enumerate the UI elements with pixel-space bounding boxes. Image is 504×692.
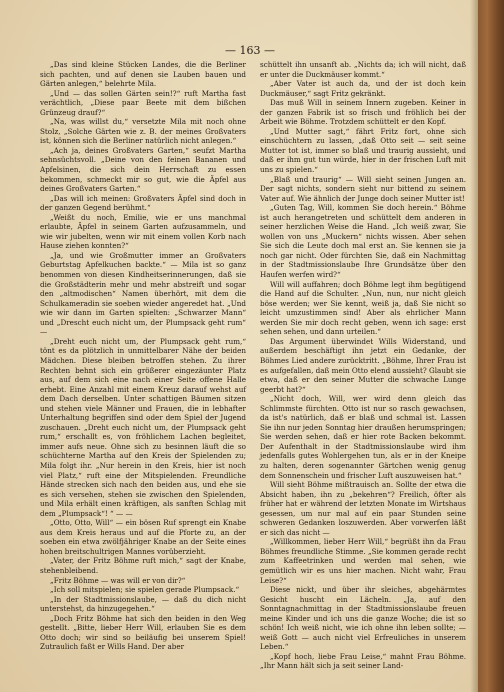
paragraph: „Und Mutter sagt,“ fährt Fritz fort, ohne sich einschüchtern zu lassen, „daß Otto seit — seit seine Mutter tot ist, immer so blaß und traurig aussieht, und daß er ihm gut tun würde, hier in der frischen Luft mit uns zu spielen.“ [260,126,466,175]
paragraph: „Guten Tag, Will, kommen Sie doch herein.“ Böhme ist auch herangetreten und schüttelt dem anderen in seiner herzlichen Weise die Hand. „Ich weiß zwar, Sie wollen von uns „Muckern“ nichts wissen. Aber sehen Sie sich die Leute doch mal erst an. Sie kennen sie ja noch gar nicht. Oder fürchten Sie, daß ein Nachmittag in der Stadtmissionslaube Ihre Grundsätze über den Haufen werfen wird?“ [260,203,466,280]
paragraph: schüttelt ihn unsanft ab. „Nichts da; ich will nicht, daß er unter die Duckmäuser kommt.“ [260,60,466,79]
paragraph: „Blaß und traurig“ — Will sieht seinen Jungen an. Der sagt nichts, sondern sieht nur bittend zu seinem Vater auf. Wie ähnlich der Junge doch seiner Mutter ist! [260,174,466,203]
paragraph: „Ja, und wie Großmutter immer an Großvaters Geburtstag Apfelkuchen backte.“ — Mila ist so ganz benommen von diesen Kindheitserinnerungen, daß sie die Großstädterin mehr und mehr abstreift und sogar den „altmodischen“ Namen überhört, mit dem die Schulkameradin sie soeben wieder angeredet hat. „Und wie wir dann im Garten spielten: „Schwarzer Mann“ und „Drescht euch nicht um, der Plumpsack geht rum“ — [40,250,246,337]
paragraph: Will sieht Böhme mißtrauisch an. Sollte der etwa die Absicht haben, ihn zu „bekehren“? Freilich, öfter als früher hat er während der letzten Monate im Wirtshaus gesessen, um nur mal auf ein paar Stunden seine schweren Gedanken loszuwerden. Aber vorwerfen läßt er sich das nicht — [260,480,466,537]
paragraph: „Weißt du noch, Emilie, wie er uns manchmal erlaubte, Äpfel in seinem Garten aufzusammeln, und wie wir jubelten, wenn wir mit einem vollen Korb nach Hause ziehen konnten?“ [40,212,246,251]
paragraph: „Otto, Otto, Will“ — ein bösen Ruf sprengt ein Knabe aus dem Kreis heraus und auf die Pforte zu, an der soeben ein etwa zwölfjähriger Knabe an der Seite eines hohen breitschultrigen Mannes vorüberzieht. [40,518,246,556]
paragraph: „In der Stadtmissionslaube, — daß du dich nicht unterstehst, da hinzugegehen.“ [40,594,246,614]
paragraph: „Willkommen, lieber Herr Will,“ begrüßt ihn da Frau Böhmes freundliche Stimme. „Sie kommen gerade recht zum Kaffeetrinken und werden mal sehen, wie gemütlich wir es uns hier machen. Nicht wahr, Frau Leise?“ [260,537,466,585]
paragraph: „Vater, der Fritz Böhme ruft mich,“ sagt der Knabe, stehenbleibend. [40,556,246,575]
paragraph: Das Argument überwindet Wills Widerstand, und außerdem beschäftigt ihn jetzt ein Gedanke, der Böhmes Lied andere zurücktritt. „Böhme, Ihrer Frau ist es aufgefallen, daß mein Otto elend aussieht? Glaubt sie etwa, daß er den seiner Mutter die schwache Lunge geerbt hat?“ [260,336,466,394]
page-edge-shadow [470,0,478,692]
right-text-column [260,60,466,671]
paragraph: Das muß Will in seinem Innern zugeben. Keiner in der ganzen Fabrik ist so frisch und fröhlich bei der Arbeit wie Böhme. Trotzdem schüttelt er den Kopf. [260,98,466,127]
paragraph: „Doch Fritz Böhme hat sich den beiden in den Weg gestellt. „Bitte, lieber Herr Will, erlauben Sie es dem Otto doch; wir sind so beiläufig bei unserem Spiel! Zutraulich faßt er Wills Hand. Der aber [40,613,246,652]
page-number-header: — 163 — [225,44,275,57]
paragraph: „Das sind kleine Stücken Landes, die die Berliner sich pachten, und auf denen sie Lauben bauen und Gärten anlegen,“ belehrte Mila. [40,60,246,89]
paragraph: „Na, was willst du,“ versetzte Mila mit noch ohne Stolz, „Solche Gärten wie z. B. der meines Großvaters ist, können sich die Berliner natürlich nicht anlegen.“ [40,117,246,146]
paragraph: „Ich soll mitspielen; sie spielen gerade Plumpsack.“ [50,585,240,595]
paragraph: „Das will ich meinen: Großvaters Äpfel sind doch in der ganzen Gegend berühmt.“ [40,193,246,213]
paragraph: „Aber Vater ist auch da, und der ist doch kein Duckmäuser,“ sagt Fritz gekränkt. [260,79,466,98]
book-binding [478,0,504,692]
paragraph: Diese nickt, und über ihr sleiches, abgehärmtes Gesicht huscht ein Lächeln. „Ja, auf den Sonntagnachmittag in der Stadtmissionslaube freuen meine Kinder und ich uns die ganze Woche; die ist so schön! Ich weiß nicht, wie ich ohne ihn leben sollte; — weiß Gott — auch nicht viel Erfreuliches in unserem Leben.“ [260,585,466,652]
paragraph: „Dreht euch nicht um, der Plumpsack geht rum,“ tönt es da plötzlich in unmittelbarer Nähe der beiden Mädchen. Diese bleiben betroffen stehen. Zu ihrer Rechten behnt sich ein größerer eingezäunter Platz aus, auf dem sich eine nach einer Seite offene Halle erhebt. Eine Anzahl mit einem Kreuz darauf wehst auf dem Dach derselben. Unter schattigen Bäumen sitzen und stehen viele Männer und Frauen, die in lebhafter Unterhaltung begriffen sind oder dem Spiel der Jugend zuschauen. „Dreht euch nicht um, der Plumpsack geht rum,“ erschallt es, von fröhlichem Lachen begleitet, immer aufs neue. Ohne sich zu besinnen läuft die so schüchterne Martha auf den Kreis der Spielenden zu; Mila folgt ihr. „Nur herein in den Kreis, hier ist noch viel Platz,“ ruft eine der Mitspielenden. Freundliche Hände strecken sich nach den beiden aus, und ehe sie es sich versehen, stehen sie zwischen den Spielenden, und Mila erhält einen kräftigen, als sanften Schlag mit dem „Plumpsack“! “ — — [40,336,246,518]
left-text-column [40,60,246,652]
paragraph: „Nicht doch, Will, wer wird denn gleich das Schlimmste fürchten. Otto ist nur so rasch gewachsen, da ist's natürlich, daß er blaß und schmal ist. Lassen Sie ihn nur jeden Sonntag hier draußen herumspringen; Sie werden sehen, daß er hier rote Backen bekommt. Der Aufenthalt in der Stadtmissionslaube wird ihm jedenfalls gutes Wohlergehen tun, als er in der Kneipe zu halten, deren sogenannter Gärtchen wenig genug dem Sonnenschein und frischer Luft auszuweisen hat.“ [260,394,466,480]
paragraph: „Fritz Böhme — was will er von dir?“ [50,575,186,585]
paragraph: „Und — das sollen Gärten sein!?“ ruft Martha fast verächtlich, „Diese paar Beete mit dem bißchen Grünzeug drauf?“ [40,88,246,117]
paragraph: „Ach ja, deines Großvaters Garten,“ seufzt Martha sehnsüchtsvoll. „Deine von den feinen Bananen und Apfelsinen, die sich dein Herrschaft zu essen bekommen, schmeckt mir so gut, wie die Äpfel aus deines Großvaters Garten.“ [40,145,246,194]
paragraph: „Kopf hoch, liebe Frau Leise,“ mahnt Frau Böhme. „Ihr Mann hält sich ja seit seiner Land- [260,651,466,671]
paragraph: Will will auffahren; doch Böhme legt ihm begütigend die Hand auf die Schulter. „Nun, nun, nur nicht gleich böse werden; wer Sie kennt, weiß ja, daß Sie nicht so leicht umzustimmen sind! Aber als ehrlicher Mann werden Sie mir doch recht geben, wenn ich sage: erst sehen sehen, und dann urteilen.“ [260,279,466,337]
